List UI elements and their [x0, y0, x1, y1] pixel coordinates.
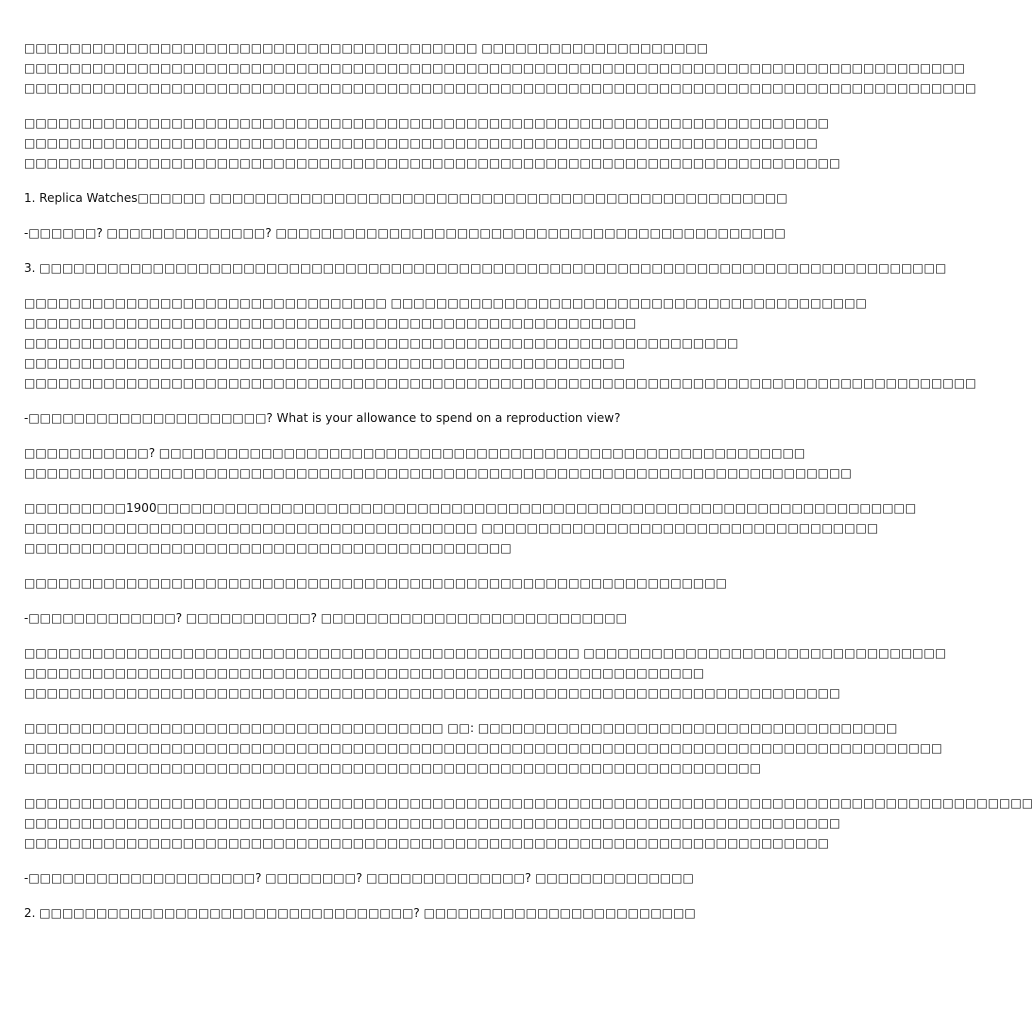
text-line: □□□□□□□□□□□□□□□□□□□□□□□□□□□□□□□□□□□□□□□□□□□□□□□□□□□□□□□□□□□□□□	[24, 576, 727, 590]
text-line: □□□□□□□□□□□□□□□□□□□□□□□□□□□□□□□□□□□□□□□□□□□□□□□□□□□□□□□□□□□□	[24, 666, 705, 680]
paragraph	[24, 293, 977, 393]
text-line: 3. □□□□□□□□□□□□□□□□□□□□□□□□□□□□□□□□□□□□□□□□□□□□□□□□□□□□□□□□□□□□□□□□□□□□□□□□□□□□□□□□	[24, 261, 947, 275]
paragraph	[24, 443, 852, 483]
text-line: 2. □□□□□□□□□□□□□□□□□□□□□□□□□□□□□□□□□? □□□□□□□□□□□□□□□□□□□□□□□□	[24, 906, 696, 920]
paragraph	[24, 188, 788, 208]
text-line: □□□□□□□□□1900□□□□□□□□□□□□□□□□□□□□□□□□□□□□□□□□□□□□□□□□□□□□□□□□□□□□□□□□□□□□□□□□□□□	[24, 501, 917, 515]
paragraph	[24, 258, 947, 278]
text-line: □□□□□□□□□□□□□□□□□□□□□□□□□□□□□□□□□□□□□□□□□□□□□□□□□□□□□□□□□□□□□□□□□□□□□□□□	[24, 156, 841, 170]
text-line: □□□□□□□□□□□□□□□□□□□□□□□□□□□□□□□□□□□□□□□□□□□□□□□□□□□□□□	[24, 316, 637, 330]
paragraph	[24, 643, 947, 703]
text-line: □□□□□□□□□□□□□□□□□□□□□□□□□□□□□□□□□□□□□□□□□□□□□□□□□ □□□□□□□□□□□□□□□□□□□□□□□□□□□□□□□□	[24, 646, 947, 660]
text-line: □□□□□□□□□□□□□□□□□□□□□□□□□□□□□□□□□□□□□□□□□□□□□□□□□□□□□□□□□□□□□□□□□□□□□□	[24, 136, 818, 150]
text-line: -□□□□□□□□□□□□□□□□□□□□□? What is your allowance to spend on a reproduction view?	[24, 411, 621, 425]
text-line: □□□□□□□□□□□□□□□□□□□□□□□□□□□□□□□□□□□□□□□□□□□□□□□□□□□□□□□□□□□□□□□□□□□□□□□□□□□□□□□□□□□□	[24, 376, 977, 390]
paragraph	[24, 903, 714, 923]
text-line: □□□□□□□□□□□□□□□□□□□□□□□□□□□□□□□□□□□□□□□□□□□□□□□□□□□□□□□□□□□□□□□□□□□□□□□	[24, 836, 829, 850]
text-line: □□□□□□□□□□□□□□□□□□□□□□□□□□□□□□□□□□□□□□□□□□□□□□□□□□□□□□□□□□□□□□□□□□□□□□□□□□□□□□□□□□□□□□□□□	[24, 796, 1033, 810]
text-line: 1. Replica Watches□□□□□□ □□□□□□□□□□□□□□□□□□□□□□□□□□□□□□□□□□□□□□□□□□□□□□□□□□□	[24, 191, 788, 205]
paragraph	[24, 718, 943, 778]
text-line: □□□□□□□□□□□□□□□□□□□□□□□□□□□□□□□□□□□□□□□□□□□□□□□□□□□□□□□□□□□□□□□□□□□□□□□□□□□□□□□□□□□	[24, 61, 966, 75]
text-line: □□□□□□□□□□□□□□□□□□□□□□□□□□□□□□□□□□□□□□□□□□□□□□□□□□□□□□□□□□□□□□□□□□□□□□□□□□□□□□□□□	[24, 741, 943, 755]
paragraph	[24, 223, 786, 243]
text-line: □□□□□□□□□□□□□□□□□□□□□□□□□□□□□□□□ □□□□□□□□□□□□□□□□□□□□□□□□□□□□□□□□□□□□□□□□□□	[24, 296, 867, 310]
text-line: □□□□□□□□□□□□□□□□□□□□□□□□□□□□□□□□□□□□□□□□□□□□□□□□□□□□□□□□□□□□□□□	[24, 336, 739, 350]
text-line: □□□□□□□□□□□? □□□□□□□□□□□□□□□□□□□□□□□□□□□□□□□□□□□□□□□□□□□□□□□□□□□□□□□□□	[24, 446, 806, 460]
text-line: □□□□□□□□□□□□□□□□□□□□□□□□□□□□□□□□□□□□□□□□□□□□□□□□□□□□□□□□□□□□□□□□□□□□□□□□	[24, 686, 841, 700]
paragraph	[24, 608, 714, 628]
text-line: -□□□□□□? □□□□□□□□□□□□□□? □□□□□□□□□□□□□□□□□□□□□□□□□□□□□□□□□□□□□□□□□□□□□	[24, 226, 786, 240]
text-line: □□□□□□□□□□□□□□□□□□□□□□□□□□□□□□□□□□□□□□□□ □□□□□□□□□□□□□□□□□□□□□□□□□□□□□□□□□□□	[24, 521, 879, 535]
text-line: □□□□□□□□□□□□□□□□□□□□□□□□□□□□□□□□□□□□□□□□□□□□□□□□□□□□□□□□□□□□□□□□□□□□□□□□	[24, 816, 841, 830]
text-line: □□□□□□□□□□□□□□□□□□□□□□□□□□□□□□□□□□□□□ □□: □□□□□□□□□□□□□□□□□□□□□□□□□□□□□□□□□□□□□	[24, 721, 898, 735]
text-line: □□□□□□□□□□□□□□□□□□□□□□□□□□□□□□□□□□□□□□□□□□□□□□□□□□□□□□□□□□□□□□□□□□□□□□□□□	[24, 466, 852, 480]
text-line: □□□□□□□□□□□□□□□□□□□□□□□□□□□□□□□□□□□□□□□□□□□□□□□□□□□□□□□□□□□□□□□□□	[24, 761, 761, 775]
document-body	[24, 38, 1033, 938]
paragraph	[24, 408, 714, 428]
paragraph	[24, 793, 1033, 853]
text-line: -□□□□□□□□□□□□□□□□□□□□? □□□□□□□□? □□□□□□□□□□□□□□? □□□□□□□□□□□□□□	[24, 871, 694, 885]
paragraph	[24, 868, 714, 888]
text-line: □□□□□□□□□□□□□□□□□□□□□□□□□□□□□□□□□□□□□□□□□□□□□□□□□□□□□□□□□□□□□□□□□□□□□□□	[24, 116, 829, 130]
text-line: -□□□□□□□□□□□□□? □□□□□□□□□□□? □□□□□□□□□□□□□□□□□□□□□□□□□□□	[24, 611, 627, 625]
text-line: □□□□□□□□□□□□□□□□□□□□□□□□□□□□□□□□□□□□□□□□□□□□□□□□□□□□□	[24, 356, 625, 370]
paragraph	[24, 38, 977, 98]
paragraph	[24, 498, 917, 558]
paragraph	[24, 113, 841, 173]
text-line: □□□□□□□□□□□□□□□□□□□□□□□□□□□□□□□□□□□□□□□□ □□□□□□□□□□□□□□□□□□□□	[24, 41, 709, 55]
paragraph	[24, 573, 727, 593]
text-line: □□□□□□□□□□□□□□□□□□□□□□□□□□□□□□□□□□□□□□□□□□□	[24, 541, 512, 555]
text-line: □□□□□□□□□□□□□□□□□□□□□□□□□□□□□□□□□□□□□□□□□□□□□□□□□□□□□□□□□□□□□□□□□□□□□□□□□□□□□□□□□□□□	[24, 81, 977, 95]
